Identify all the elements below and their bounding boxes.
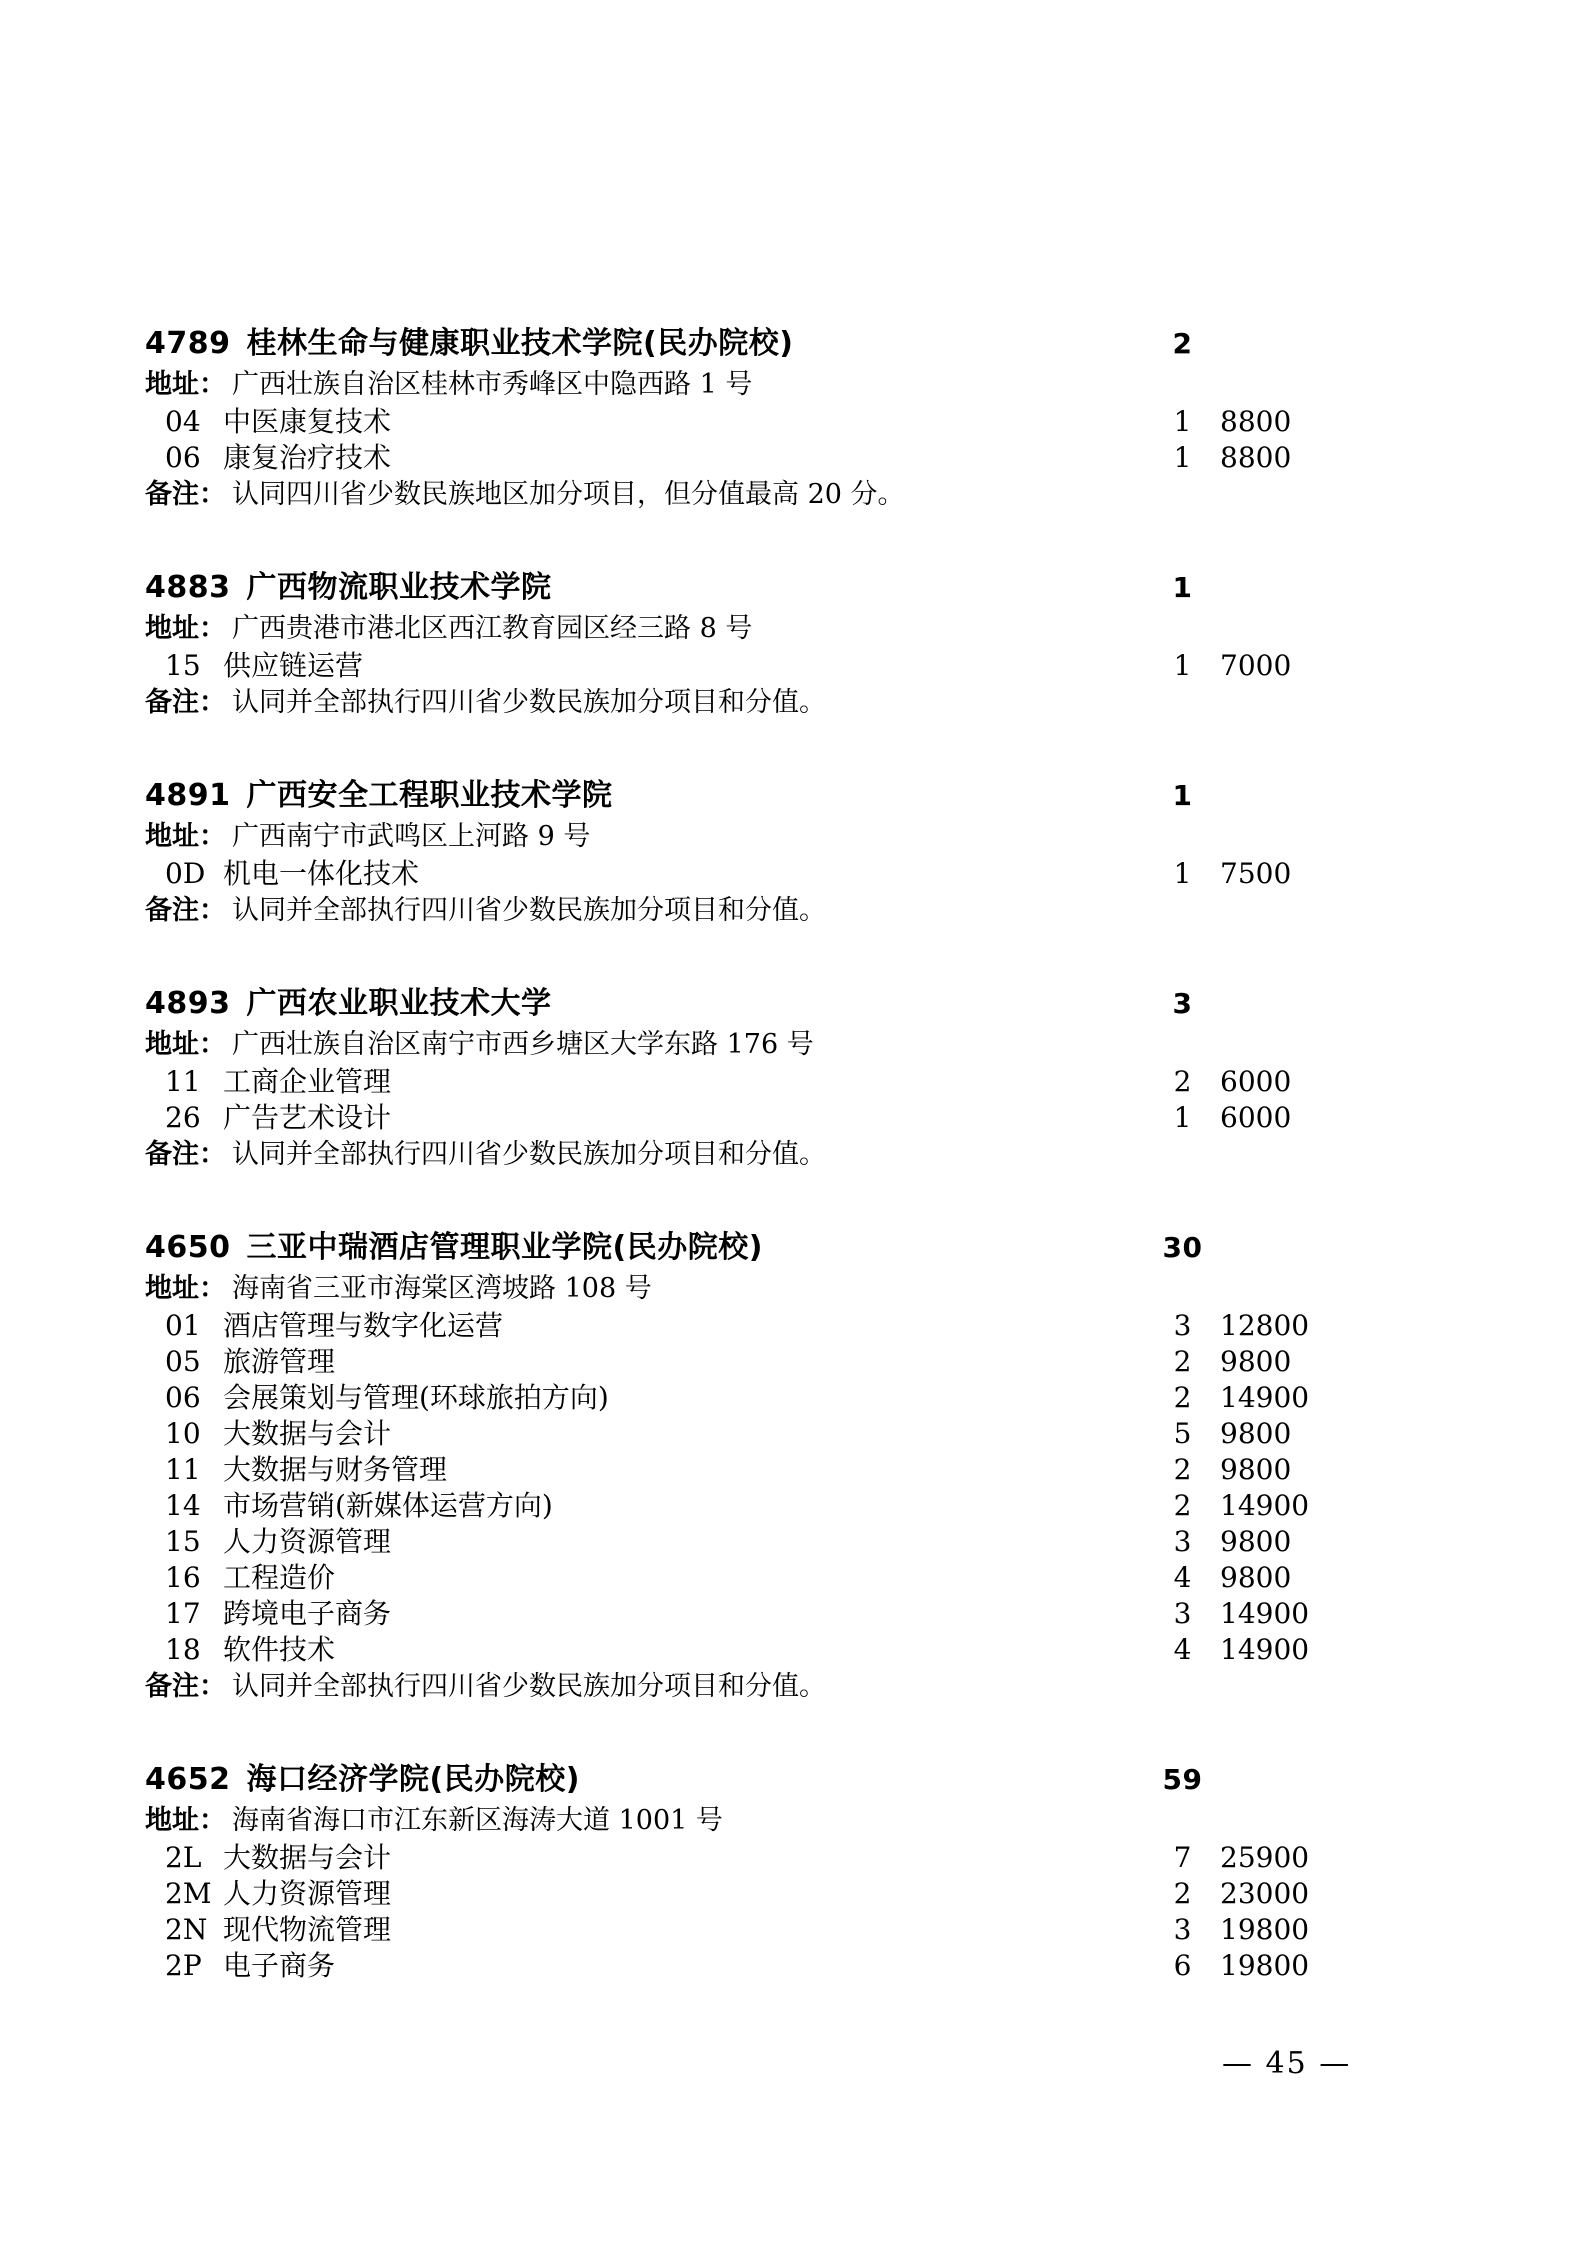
major-name: 中医康复技术 <box>223 405 392 438</box>
school-code: 4893 <box>145 986 231 1021</box>
major-name: 跨境电子商务 <box>223 1597 392 1630</box>
major-code: 2M <box>165 1877 212 1910</box>
major-name: 大数据与财务管理 <box>223 1453 448 1486</box>
major-tuition-fee: 12800 <box>1220 1309 1310 1342</box>
note-label: 备注： <box>145 895 226 926</box>
address-line <box>145 610 1290 648</box>
major-row <box>145 1452 1290 1488</box>
address-label: 地址： <box>145 1805 226 1836</box>
major-name: 大数据与会计 <box>223 1841 392 1874</box>
major-code: 2N <box>165 1913 208 1946</box>
major-tuition-fee: 9800 <box>1220 1525 1292 1558</box>
address-label: 地址： <box>145 369 226 400</box>
major-row <box>145 1308 1310 1344</box>
major-tuition-fee: 25900 <box>1220 1841 1310 1874</box>
major-tuition-fee: 7500 <box>1220 857 1292 890</box>
major-code: 06 <box>165 1381 201 1414</box>
school-code: 4652 <box>145 1762 231 1797</box>
note-line <box>145 892 1290 930</box>
major-code: 18 <box>165 1633 201 1666</box>
major-row <box>145 1596 1310 1632</box>
school-header <box>145 1758 1290 1802</box>
address-line <box>145 1802 1290 1840</box>
address-line <box>145 1026 1290 1064</box>
address-label: 地址： <box>145 1029 226 1060</box>
major-name: 电子商务 <box>223 1949 336 1982</box>
note-line <box>145 1668 1290 1706</box>
major-code: 01 <box>165 1309 201 1342</box>
page-content <box>145 322 1310 2036</box>
major-row <box>145 1840 1310 1876</box>
school-name: 海口经济学院(民办院校) <box>246 1762 580 1797</box>
address-text: 广西贵港市港北区西江教育园区经三路 8 号 <box>232 613 753 644</box>
note-text: 认同并全部执行四川省少数民族加分项目和分值。 <box>232 895 826 926</box>
school-code: 4891 <box>145 778 231 813</box>
school-total-plan: 2 <box>1172 327 1193 360</box>
address-text: 广西南宁市武鸣区上河路 9 号 <box>232 821 591 852</box>
school-block-4891 <box>145 774 1290 930</box>
school-code: 4883 <box>145 570 231 605</box>
school-header <box>145 566 1290 610</box>
note-line <box>145 684 1290 722</box>
major-tuition-fee: 9800 <box>1220 1345 1292 1378</box>
major-tuition-fee: 14900 <box>1220 1381 1310 1414</box>
major-name: 工程造价 <box>223 1561 336 1594</box>
note-label: 备注： <box>145 479 226 510</box>
major-code: 11 <box>165 1453 201 1486</box>
major-code: 10 <box>165 1417 201 1450</box>
major-row <box>145 1876 1310 1912</box>
major-tuition-fee: 8800 <box>1220 441 1292 474</box>
address-line <box>145 1270 1290 1308</box>
major-tuition-fee: 14900 <box>1220 1489 1310 1522</box>
major-row <box>145 440 1290 476</box>
school-code: 4789 <box>145 326 231 361</box>
major-tuition-fee: 9800 <box>1220 1453 1292 1486</box>
major-row <box>145 648 1290 684</box>
major-plan-count: 2 <box>1173 1877 1192 1910</box>
major-tuition-fee: 14900 <box>1220 1597 1310 1630</box>
major-row <box>145 1344 1290 1380</box>
major-plan-count: 5 <box>1173 1417 1192 1450</box>
school-block-4883 <box>145 566 1290 722</box>
school-total-plan: 1 <box>1172 571 1193 604</box>
major-name: 会展策划与管理(环球旅拍方向) <box>223 1381 609 1414</box>
note-label: 备注： <box>145 1671 226 1702</box>
major-name: 酒店管理与数字化运营 <box>223 1309 504 1342</box>
major-code: 14 <box>165 1489 201 1522</box>
major-plan-count: 2 <box>1173 1381 1192 1414</box>
school-name: 三亚中瑞酒店管理职业学院(民办院校) <box>246 1230 763 1265</box>
major-row <box>145 1064 1290 1100</box>
major-code: 11 <box>165 1065 201 1098</box>
major-row <box>145 1488 1310 1524</box>
major-code: 15 <box>165 1525 201 1558</box>
major-plan-count: 3 <box>1173 1525 1192 1558</box>
major-tuition-fee: 23000 <box>1220 1877 1310 1910</box>
school-total-plan: 30 <box>1162 1231 1203 1264</box>
school-block-4893 <box>145 982 1290 1174</box>
note-label: 备注： <box>145 687 226 718</box>
major-name: 市场营销(新媒体运营方向) <box>223 1489 553 1522</box>
major-plan-count: 4 <box>1173 1561 1192 1594</box>
school-total-plan: 1 <box>1172 779 1193 812</box>
major-plan-count: 3 <box>1173 1309 1192 1342</box>
major-plan-count: 1 <box>1173 441 1192 474</box>
major-name: 人力资源管理 <box>223 1525 392 1558</box>
major-tuition-fee: 7000 <box>1220 649 1292 682</box>
major-plan-count: 7 <box>1173 1841 1192 1874</box>
major-tuition-fee: 6000 <box>1220 1101 1292 1134</box>
school-header <box>145 982 1290 1026</box>
major-code: 16 <box>165 1561 201 1594</box>
address-text: 海南省三亚市海棠区湾坡路 108 号 <box>232 1273 652 1304</box>
major-plan-count: 1 <box>1173 405 1192 438</box>
major-plan-count: 4 <box>1173 1633 1192 1666</box>
note-label: 备注： <box>145 1139 226 1170</box>
address-label: 地址： <box>145 1273 226 1304</box>
major-row <box>145 1948 1310 1984</box>
school-total-plan: 3 <box>1172 987 1193 1020</box>
address-text: 海南省海口市江东新区海涛大道 1001 号 <box>232 1805 723 1836</box>
school-header <box>145 1226 1290 1270</box>
major-code: 2P <box>165 1949 202 1982</box>
major-plan-count: 1 <box>1173 649 1192 682</box>
address-line <box>145 366 1290 404</box>
major-row <box>145 1416 1290 1452</box>
major-row <box>145 1912 1310 1948</box>
school-block-4650 <box>145 1226 1310 1706</box>
major-row <box>145 404 1290 440</box>
major-name: 广告艺术设计 <box>223 1101 392 1134</box>
major-row <box>145 1380 1310 1416</box>
major-row <box>145 1524 1290 1560</box>
major-name: 软件技术 <box>223 1633 336 1666</box>
major-name: 康复治疗技术 <box>223 441 392 474</box>
note-text: 认同并全部执行四川省少数民族加分项目和分值。 <box>232 1671 826 1702</box>
major-code: 26 <box>165 1101 201 1134</box>
major-tuition-fee: 8800 <box>1220 405 1292 438</box>
major-code: 15 <box>165 649 201 682</box>
page-number: — 45 — <box>1222 2046 1352 2081</box>
major-code: 17 <box>165 1597 201 1630</box>
school-block-4652 <box>145 1758 1310 1984</box>
school-block-4789 <box>145 322 1290 514</box>
major-code: 0D <box>165 857 206 890</box>
school-header <box>145 322 1290 366</box>
major-name: 机电一体化技术 <box>223 857 420 890</box>
major-tuition-fee: 9800 <box>1220 1417 1292 1450</box>
school-name: 桂林生命与健康职业技术学院(民办院校) <box>246 326 794 361</box>
major-plan-count: 3 <box>1173 1597 1192 1630</box>
note-text: 认同四川省少数民族地区加分项目，但分值最高 20 分。 <box>232 479 905 510</box>
major-code: 04 <box>165 405 201 438</box>
address-text: 广西壮族自治区南宁市西乡塘区大学东路 176 号 <box>232 1029 814 1060</box>
note-text: 认同并全部执行四川省少数民族加分项目和分值。 <box>232 687 826 718</box>
major-code: 05 <box>165 1345 201 1378</box>
note-line <box>145 1136 1290 1174</box>
major-code: 2L <box>165 1841 202 1874</box>
major-plan-count: 1 <box>1173 1101 1192 1134</box>
major-plan-count: 3 <box>1173 1913 1192 1946</box>
major-row <box>145 1632 1310 1668</box>
school-code: 4650 <box>145 1230 231 1265</box>
major-tuition-fee: 9800 <box>1220 1561 1292 1594</box>
major-name: 供应链运营 <box>223 649 364 682</box>
major-plan-count: 1 <box>1173 857 1192 890</box>
address-label: 地址： <box>145 821 226 852</box>
address-line <box>145 818 1290 856</box>
major-name: 工商企业管理 <box>223 1065 392 1098</box>
note-line <box>145 476 1290 514</box>
major-row <box>145 856 1290 892</box>
major-name: 现代物流管理 <box>223 1913 392 1946</box>
school-total-plan: 59 <box>1162 1763 1203 1796</box>
address-text: 广西壮族自治区桂林市秀峰区中隐西路 1 号 <box>232 369 753 400</box>
school-header <box>145 774 1290 818</box>
major-row <box>145 1100 1290 1136</box>
major-plan-count: 2 <box>1173 1065 1192 1098</box>
major-plan-count: 6 <box>1173 1949 1192 1982</box>
major-tuition-fee: 19800 <box>1220 1949 1310 1982</box>
major-name: 旅游管理 <box>223 1345 336 1378</box>
school-name: 广西农业职业技术大学 <box>246 986 552 1021</box>
school-name: 广西物流职业技术学院 <box>246 570 552 605</box>
major-tuition-fee: 6000 <box>1220 1065 1292 1098</box>
major-code: 06 <box>165 441 201 474</box>
major-plan-count: 2 <box>1173 1453 1192 1486</box>
major-tuition-fee: 19800 <box>1220 1913 1310 1946</box>
major-tuition-fee: 14900 <box>1220 1633 1310 1666</box>
major-plan-count: 2 <box>1173 1489 1192 1522</box>
note-text: 认同并全部执行四川省少数民族加分项目和分值。 <box>232 1139 826 1170</box>
address-label: 地址： <box>145 613 226 644</box>
major-row <box>145 1560 1290 1596</box>
major-name: 大数据与会计 <box>223 1417 392 1450</box>
school-name: 广西安全工程职业技术学院 <box>246 778 613 813</box>
major-plan-count: 2 <box>1173 1345 1192 1378</box>
major-name: 人力资源管理 <box>223 1877 392 1910</box>
